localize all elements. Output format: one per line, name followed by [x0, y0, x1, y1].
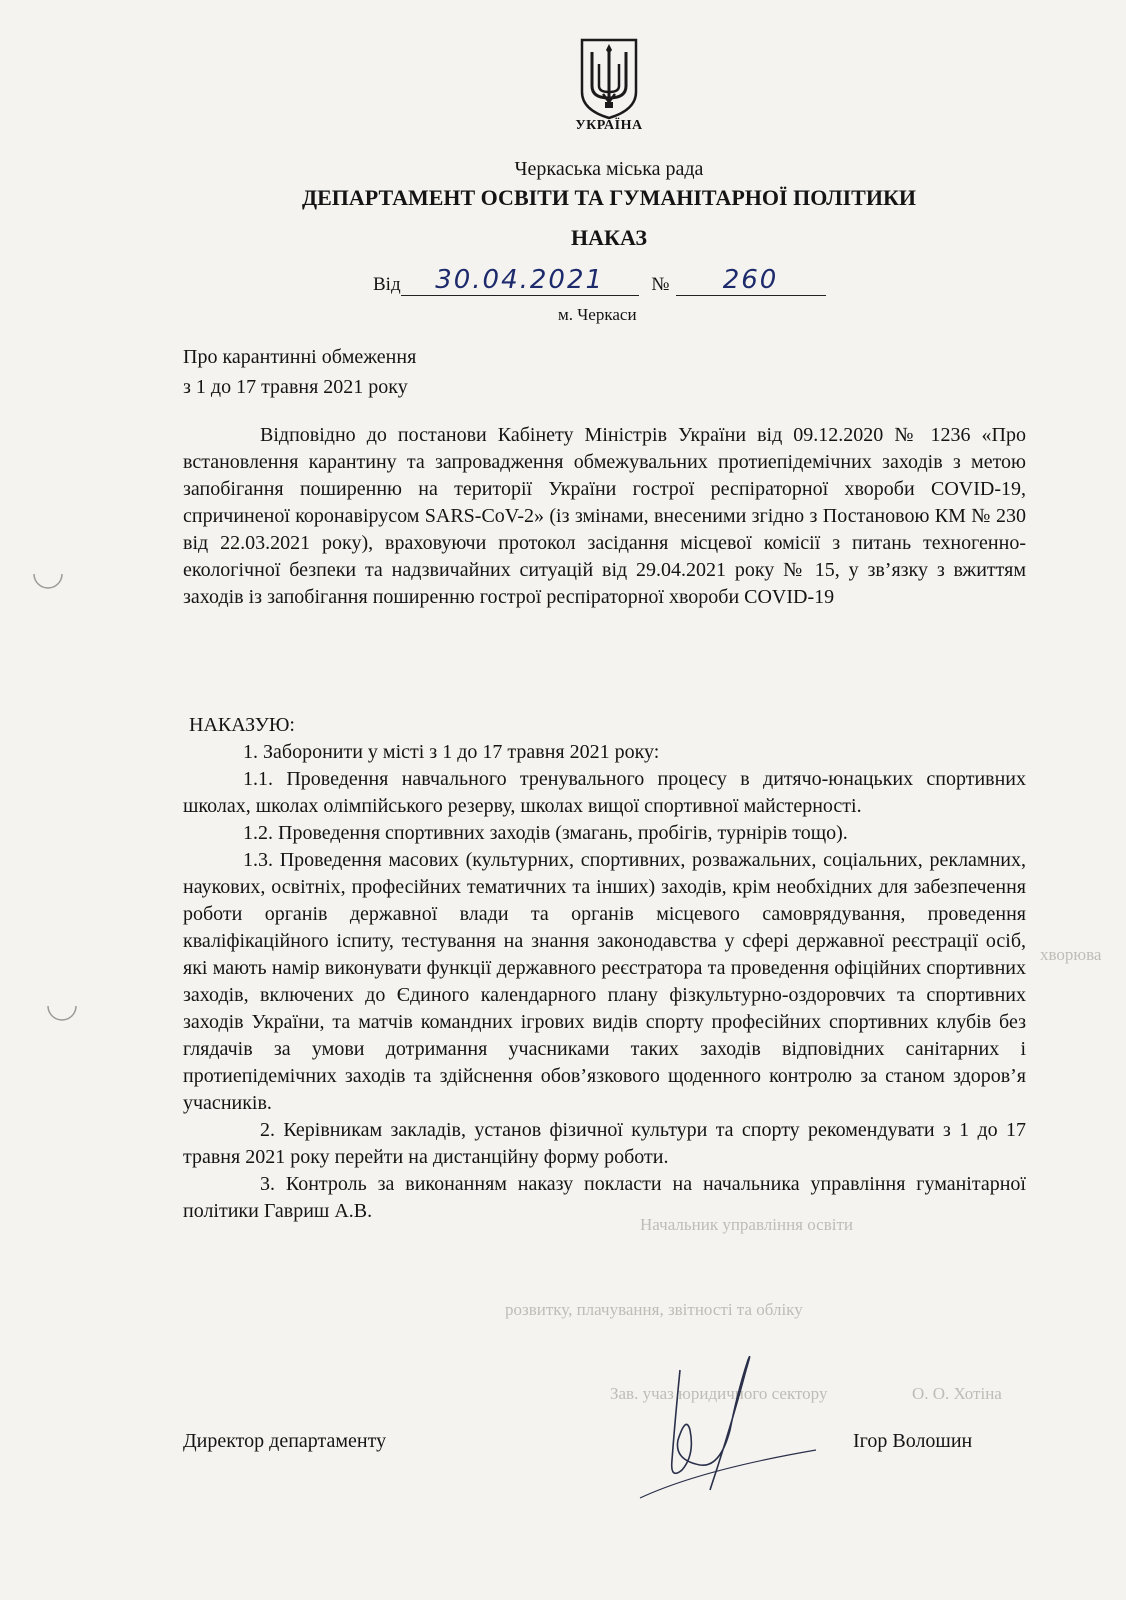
- order-subject: [183, 342, 416, 402]
- item-1: 1. Заборонити у місті з 1 до 17 травня 2021 року:: [243, 741, 660, 763]
- order-word: НАКАЗУЮ:: [189, 714, 295, 736]
- bleed-through-text: Начальник управління освіти: [640, 1215, 853, 1234]
- item-2: 2. Керівникам закладів, установ фізичної культури та спорту рекомендувати з 1 до 17 травня 2021 року перейти на дистанційну форму роботи.: [183, 1119, 1026, 1168]
- preamble: [183, 422, 1026, 611]
- date-prefix: Від: [373, 274, 401, 295]
- item-1-1: 1.1. Проведення навчального тренувального процесу в дитячо-юнацьких спортивних школах, школах олімпійського резерву, школах вищої спортивної майстерності.: [183, 768, 1026, 817]
- subject-line: з 1 до 17 травня 2021 року: [183, 376, 408, 398]
- department-name: ДЕПАРТАМЕНТ ОСВІТИ ТА ГУМАНІТАРНОЇ ПОЛІТИКИ: [301, 185, 917, 210]
- bleed-through-text: хворюва: [1040, 945, 1102, 964]
- signatory-position: Директор департаменту: [183, 1430, 387, 1452]
- council-name: Черкаська міська рада: [514, 158, 704, 180]
- handwritten-number: 260: [722, 265, 779, 295]
- document-type: НАКАЗ: [571, 225, 647, 250]
- punch-hole: [30, 560, 66, 596]
- handwritten-signature: [620, 1330, 820, 1500]
- item-3: 3. Контроль за виконанням наказу покласти на начальника управління гуманітарної політики Гавриш А.В.: [183, 1173, 1026, 1222]
- coat-of-arms-icon: [578, 36, 640, 122]
- subject-line: Про карантинні обмеження: [183, 346, 417, 368]
- date-number-row: [373, 265, 826, 296]
- bleed-through-text: розвитку, плачування, звітності та обліку: [505, 1300, 803, 1319]
- country-label: УКРАЇНА: [575, 118, 643, 133]
- punch-hole: [44, 996, 80, 1032]
- signatory-name: Ігор Волошин: [853, 1430, 973, 1452]
- bleed-through-text: Зав. учаз юридичного сектору: [610, 1384, 828, 1403]
- handwritten-date: 30.04.2021: [435, 265, 605, 295]
- bleed-through-text: О. О. Хотіна: [912, 1384, 1002, 1403]
- order-body: [183, 712, 1026, 1225]
- number-prefix: №: [651, 274, 670, 295]
- preamble-text: Відповідно до постанови Кабінету Міністрів України від 09.12.2020 № 1236 «Про встановлення карантину та запровадження обмежувальних протиепідемічних заходів з метою запобігання поширенню на території України гострої респіраторної хвороби COVID-19, спричиненої коронавірусом SARS-CoV-2» (із змінами, внесеними згідно з Постановою КМ № 230 від 22.03.2021 року), враховуючи протокол засідання місцевої комісії з питань техногенно-екологічної безпеки та надзвичайних ситуацій від 29.04.2021 року № 15, у зв’язку з вжиттям заходів із запобігання поширенню гострої респіраторної хвороби COVID-19: [183, 424, 1026, 608]
- item-1-3: 1.3. Проведення масових (культурних, спортивних, розважальних, соціальних, рекламних, наукових, освітніх, професійних тематичних та інших) заходів, крім необхідних для забезпечення роботи органів державної влади та органів місцевого самоврядування, проведення кваліфікаційного іспиту, тестування на знання законодавства у сфері державної реєстрації осіб, які мають намір виконувати функції державного реєстратора та проведення офіційних спортивних заходів, включених до Єдиного календарного плану фізкультурно-оздоровчих та спортивних заходів України, та матчів командних ігрових видів спорту професійних спортивних клубів без глядачів за умови дотримання учасниками таких заходів відповідних санітарних і протиепідемічних заходів та здійснення обов’язкового щоденного контролю за станом здоров’я учасників.: [183, 849, 1026, 1114]
- city-label: м. Черкаси: [558, 305, 637, 324]
- item-1-2: 1.2. Проведення спортивних заходів (змагань, пробігів, турнірів тощо).: [243, 822, 848, 844]
